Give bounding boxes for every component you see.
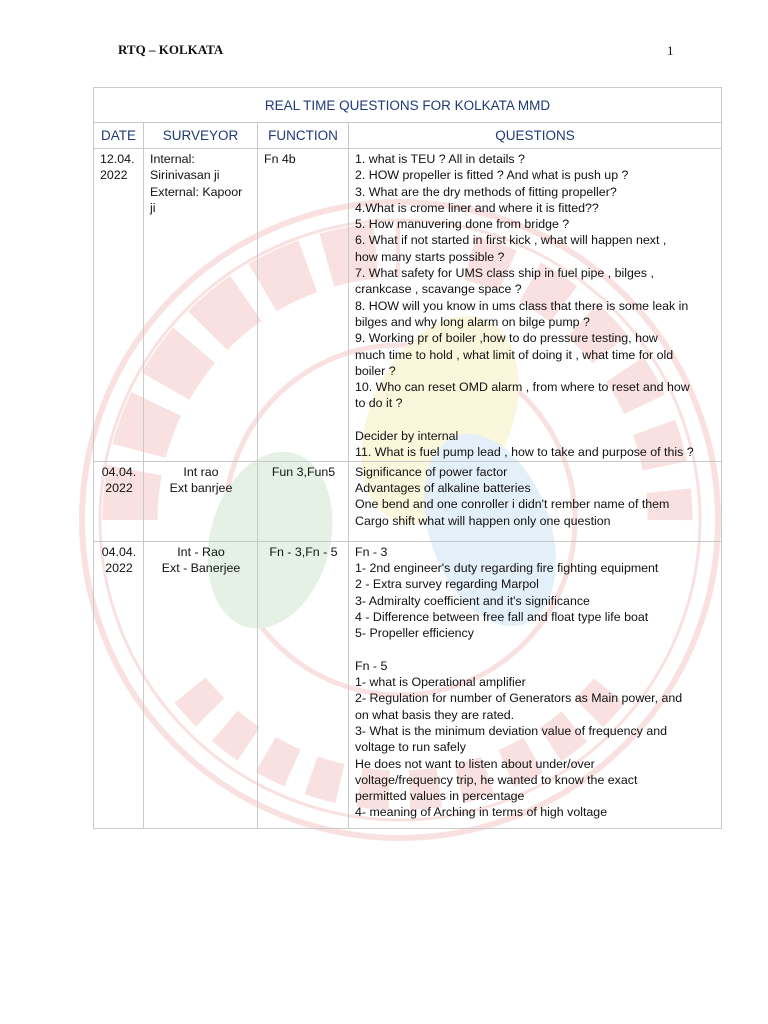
cell-questions: 1. what is TEU ? All in details ? 2. HOW propeller is fitted ? And what is push up ? 3. What are the dry methods of fitting propeller? 4.What is crome liner and where it is fitted?? 5. How manuvering done from bridge ? 6. What if not started in first kick , what will happen next , how many starts possible ? 7. What safety for UMS class ship in fuel pipe , bilges , crankcase , scavange space ? 8. HOW will you know in ums class that there is some leak in bilges and why long alarm on bilge pump ? 9. Working pr of boiler ,how to do pressure testing, how much time to hold , what limit of doing it , what time for old boiler ? 10. Who can reset OMD alarm , from where to reset and how to do it ? Decider by internal 11. What is fuel pump lead , how to take and purpose of this ? [349, 149, 722, 462]
cell-date: 04.04. 2022 [94, 541, 144, 828]
column-header-function: FUNCTION [258, 123, 349, 149]
table-row [94, 541, 722, 828]
cell-questions: Significance of power factor Advantages of alkaline batteries One bend and one conroller i didn't rember name of them Cargo shift what will happen only one question [349, 461, 722, 541]
cell-surveyor: Int - Rao Ext - Banerjee [144, 541, 258, 828]
table-row [94, 149, 722, 462]
document-header-title: RTQ – KOLKATA [118, 42, 224, 57]
cell-date: 12.04. 2022 [94, 149, 144, 462]
table-header-row [94, 123, 722, 149]
cell-function: Fn - 3,Fn - 5 [258, 541, 349, 828]
column-header-questions: QUESTIONS [349, 123, 722, 149]
table-title: REAL TIME QUESTIONS FOR KOLKATA MMD [94, 88, 722, 123]
cell-function: Fn 4b [258, 149, 349, 462]
cell-function: Fun 3,Fun5 [258, 461, 349, 541]
cell-questions: Fn - 3 1- 2nd engineer's duty regarding fire fighting equipment 2 - Extra survey regarding Marpol 3- Admiralty coefficient and it's significance 4 - Difference between free fall and float type life boat 5- Propeller efficiency Fn - 5 1- what is Operational amplifier 2- Regulation for number of Generators as Main power, and on what basis they are rated. 3- What is the minimum deviation value of frequency and voltage to run safely He does not want to listen about under/over voltage/frequency trip, he wanted to know the exact permitted values in percentage 4- meaning of Arching in terms of high voltage [349, 541, 722, 828]
column-header-surveyor: SURVEYOR [144, 123, 258, 149]
cell-surveyor: Internal: Sirinivasan ji External: Kapoor ji [144, 149, 258, 462]
cell-surveyor: Int rao Ext banrjee [144, 461, 258, 541]
questions-table [93, 87, 722, 829]
cell-date: 04.04. 2022 [94, 461, 144, 541]
page-number: 1 [667, 43, 674, 58]
column-header-date: DATE [94, 123, 144, 149]
table-row [94, 461, 722, 541]
